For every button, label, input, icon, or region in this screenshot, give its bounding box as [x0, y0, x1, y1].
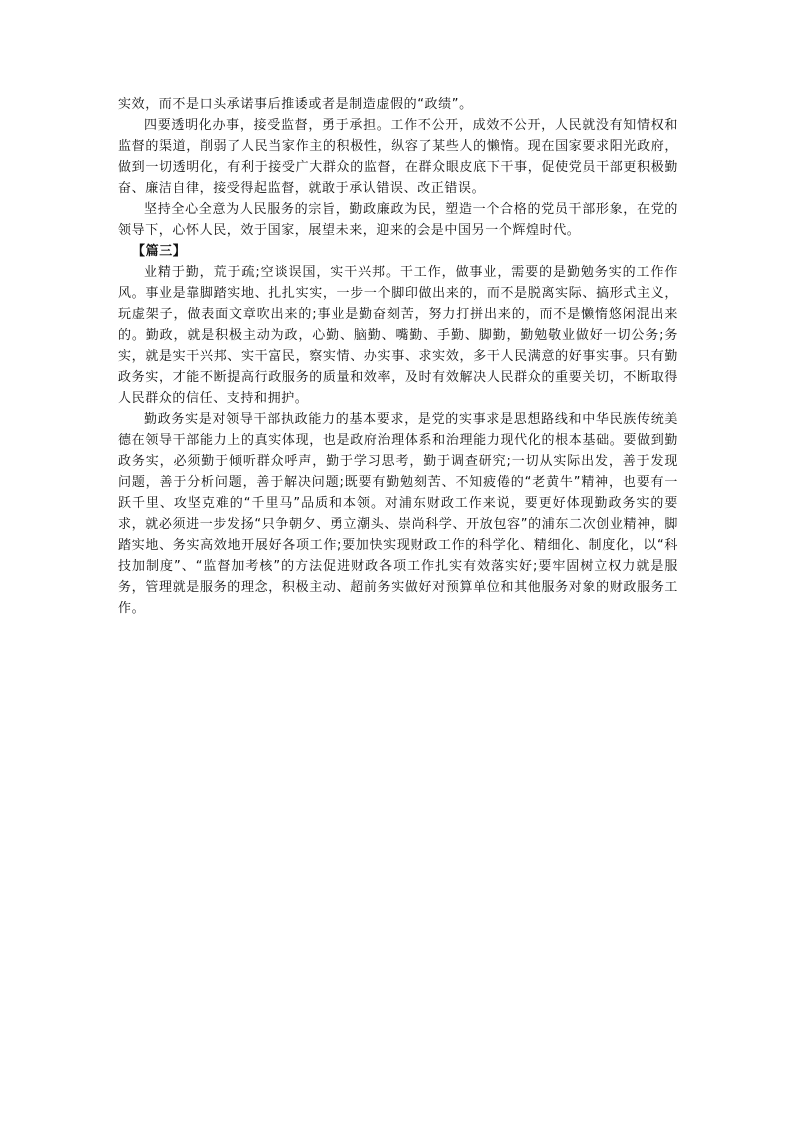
paragraph-5: 勤政务实是对领导干部执政能力的基本要求，是党的实事求是思想路线和中华民族传统美德在领导干部能力上的真实体现，也是政府治理体系和治理能力现代化的根本基础。要做到勤政务实，必须勤于倾听群众呼声，勤于学习思考，勤于调查研究;一切从实际出发，善于发现问题，善于分析问题，善于解决问题;既要有勤勉刻苦、不知疲倦的“老黄牛”精神，也要有一跃千里、攻坚克难的“千里马”品质和本领。对浦东财政工作来说，要更好体现勤政务实的要求，就必须进一步发扬“只争朝夕、勇立潮头、崇尚科学、开放包容”的浦东二次创业精神，脚踏实地、务实高效地开展好各项工作;要加快实现财政工作的科学化、精细化、制度化，以“科技加制度”、“监督加考核”的方法促进财政各项工作扎实有效落实好;要牢固树立权力就是服务，管理就是服务的理念，积极主动、超前务实做好对预算单位和其他服务对象的财政服务工作。 [118, 412, 678, 616]
section-heading: 【篇三】 [132, 244, 187, 259]
document-body [118, 94, 678, 619]
paragraph-3: 坚持全心全意为人民服务的宗旨，勤政廉政为民，塑造一个合格的党员干部形象，在党的领导下，心怀人民，效于国家，展望未来，迎来的会是中国另一个辉煌时代。 [118, 202, 678, 238]
paragraph-1: 实效，而不是口头承诺事后推诿或者是制造虚假的“政绩”。 [118, 97, 473, 112]
paragraph-4: 业精于勤，荒于疏;空谈误国，实干兴邦。干工作，做事业，需要的是勤勉务实的工作作风。事业是靠脚踏实地、扎扎实实，一步一个脚印做出来的，而不是脱离实际、搞形式主义，玩虚架子，做表面文章吹出来的;事业是勤奋刻苦，努力打拼出来的，而不是懒惰悠闲混出来的。勤政，就是积极主动为政，心勤、脑勤、嘴勤、手勤、脚勤，勤勉敬业做好一切公务;务实，就是实干兴邦、实干富民，察实情、办实事、求实效，多干人民满意的好事实事。只有勤政务实，才能不断提高行政服务的质量和效率，及时有效解决人民群众的重要关切，不断取得人民群众的信任、支持和拥护。 [118, 265, 678, 406]
paragraph-2: 四要透明化办事，接受监督，勇于承担。工作不公开，成效不公开，人民就没有知情权和监督的渠道，削弱了人民当家作主的积极性，纵容了某些人的懒惰。现在国家要求阳光政府，做到一切透明化，有利于接受广大群众的监督，在群众眼皮底下干事，促使党员干部更积极勤奋、廉洁自律，接受得起监督，就敢于承认错误、改正错误。 [118, 118, 678, 196]
